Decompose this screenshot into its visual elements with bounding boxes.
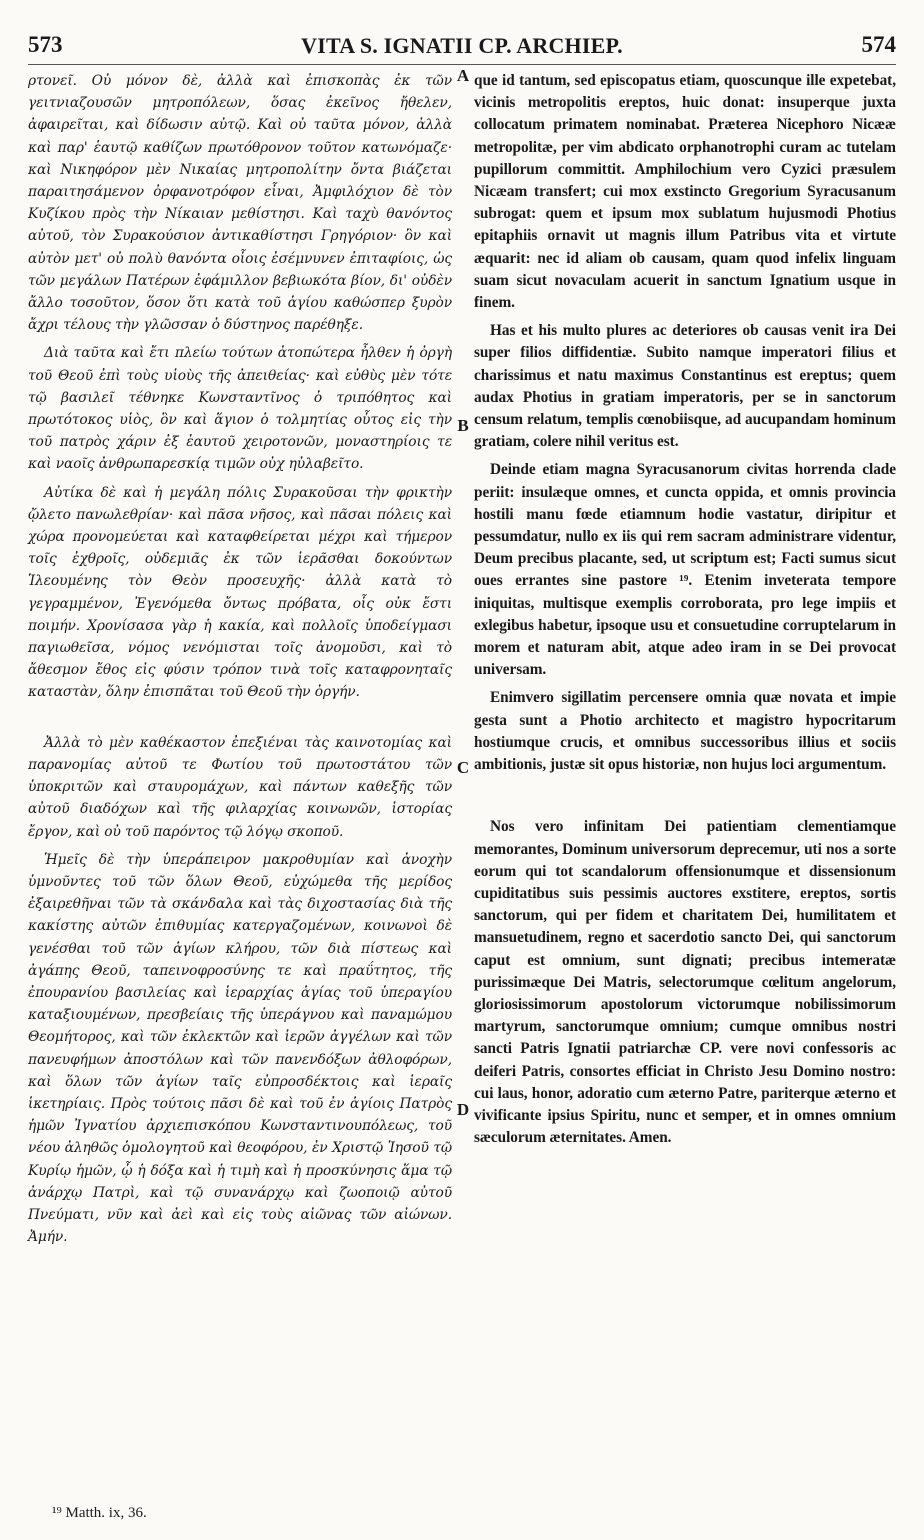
page-number-left: 573 [28, 32, 63, 57]
latin-paragraph: Nos vero infinitam Dei patientiam clementiamque memorantes, Dominum universorum deprecemur, uti nos a sorte eorum qui tot scandalorum offensionumque et dissensionum cupiditatibus suis pessimis auctores exstitere, ereptos, sortis sanctorum, qui per fidem et charitatem Dei, humilitatem et mansuetudinem, regno et sacerdotio sancto Dei, qui sanctorum caput est omnium, sunt dignati; precibus intemeratæ purissimæque Dei Matris, selectorumque cœlitum angelorum, gloriosissimorum apostolorum victorumque nobilissimorum martyrum, sanctorumque omnium; cumque omnibus nostri sancti Patris Ignatii patriarchæ CP. vere novi confessoris ac deiferi Patris, consortes efficiat in Christo Jesu Domino nostro: cui laus, honor, adoratio cum æterno Patre, pariterque æterno et vivificante ipsius Spiritu, nunc et semper, et in omnes omnium sæculorum æternitates. Amen. [474, 818, 896, 1147]
greek-paragraph: Αὐτίκα δὲ καὶ ἡ μεγάλη πόλις Συρακοῦσαι τὴν φρικτὴν ᾤλετο πανωλεθρίαν· καὶ πᾶσα νῆσος, καὶ πᾶσαι πόλεις καὶ χώρα προνομεύεται καὶ καταφθείρεται μέχρι καὶ τήμερον τοῖς ἐχθροῖς, οὐδεμιᾶς ἐκ τῶν ἱερᾶσθαι δοκούντων Ἱλεουμένης τὸν Θεὸν προσευχῆς· ἀλλὰ κατὰ τὸ γεγραμμένον, Ἐγενόμεθα ὄντως πρόβατα, οἷς οὐκ ἔστι ποιμήν. Χρονίσασα γὰρ ἡ κακία, καὶ πολλοῖς ὑποδείγμασι παγιωθεῖσα, νόμος νενόμισται τοῖς ἀνομοῦσι, καὶ τὸ ἄθεσμον ἔθος εἰς φύσιν τρόπον τινὰ τοῖς καταφρονηταῖς καταστὰν, ὅλην ἐπισπᾶται τοῦ Θεοῦ τὴν ὀργήν. [28, 484, 452, 701]
latin-column [474, 70, 896, 1155]
page-number-right: 574 [861, 32, 896, 57]
greek-paragraph: ρτονεῖ. Οὐ μόνον δὲ, ἀλλὰ καὶ ἐπισκοπὰς ἐκ τῶν γειτνιαζουσῶν μητροπόλεων, ὅσας ἐκεῖνος ἤθελεν, ἀφαιρεῖται, καὶ δίδωσιν αὐτῷ. Καὶ οὐ ταῦτα μόνον, ἀλλὰ καὶ παρ' ἑαυτῷ καθίζων πρωτόθρονον τοῦτον κατωνόμαζε· καὶ Νικηφόρον μὲν Νικαίας μητροπολίτην ὄντα βιάζεται παραιτησάμενον ὀρφανοτρόφον εἶναι, Ἀμφιλόχιον δὲ τὸν Κυζίκου πρὸς τὴν Νίκαιαν μεθίστησι. Καὶ ταχὺ θανόντος αὐτοῦ, τὸν Συρακούσιον ἀντικαθίστησι Γρηγόριον· ὃν καὶ αὐτὸν μετ' οὐ πολὺ θανόντα οἷοις ἐσέμνυνεν ἐπιταφίοις, ὡς τῶν μεγάλων Πατέρων ἐφάμιλλον βεβιωκότα βίον, δι' οὐδὲν ἄλλο τοσοῦτον, ὅσον ὅτι κατὰ τοῦ ἁγίου καθώσπερ ξυρὸν ἄχρι τέλους τὴν γλῶσσαν ὁ δύστηνος παρέθηξε. [28, 73, 452, 334]
margin-marker-d: D [456, 1100, 470, 1119]
latin-paragraph: Has et his multo plures ac deteriores ob causas venit ira Dei super filios diffidentiæ. Subito namque imperatori filius et charissimus et natu maximus Constantinus est ereptus; quem audax Photius in gratiam imperatoris, per se in sanctorum censum relatum, templis cœnobiisque, ad aucupandam hominum gratiam, colere nihil veritus est. [474, 322, 896, 451]
latin-paragraph: Deinde etiam magna Syracusanorum civitas horrenda clade periit: insulæque omnes, et cuncta oppida, et omnis provincia hostili manu fœde etiamnum hodie vastatur, diripitur et pessumdatur, nullo ex iis qui rem sacram administrare videntur, Deum precibus placante, sed, ut scriptum est; Facti sumus sicut oues errantes sine pastore ¹⁹. Etenim inveterata tempore iniquitas, multisque exemplis corroborata, pro lege impiis et exlegibus habetur, ipsoque usu et consuetudine corruptelarum in morem et naturam abit, atque adeo iram in se Dei provocat universam. [474, 461, 896, 679]
margin-marker-b: B [457, 416, 469, 435]
greek-paragraph: Ἀλλὰ τὸ μὲν καθέκαστον ἐπεξιέναι τὰς καινοτομίας καὶ παρανομίας αὐτοῦ τε Φωτίου τοῦ πρωτοστάτου τῶν ὑποκριτῶν καὶ σταυρομάχων, καὶ πάντων καθεξῆς τῶν αὐτοῦ διαδόχων καὶ τῆς φιλαρχίας κοινωνῶν, ἱστορίας ἔργον, καὶ οὐ τοῦ παρόντος τῷ λόγῳ σκοποῦ. [28, 734, 452, 840]
latin-paragraph: Enimvero sigillatim percensere omnia quæ novata et impie gesta sunt a Photio architecto et magistro hypocritarum hostiumque crucis, et omnibus successoribus illius et sociis ambitionis, justæ sit opus historiæ, non hujus loci argumentum. [474, 689, 896, 774]
greek-paragraph: Ἡμεῖς δὲ τὴν ὑπεράπειρον μακροθυμίαν καὶ ἀνοχὴν ὑμνοῦντες τοῦ τῶν ὅλων Θεοῦ, εὐχώμεθα τῆς μερίδος ἐξαιρεθῆναι τῶν τὰ σκάνδαλα καὶ τὰς διχοστασίας διὰ τῆς κακίστης αὐτῶν ἐπιθυμίας κατεργαζομένων, κοινωνοὶ δὲ γενέσθαι τοῦ τῶν ἁγίων κλήρου, τῶν διὰ πίστεως καὶ ἀγάπης Θεοῦ, ταπεινοφροσύνης τε καὶ πραΰτητος, τῆς ἐπουρανίου βασιλείας καὶ ἱεραρχίας ἁγίας τοῦ ὑπεραγίου καταξιουμένων, πρεσβείαις τῆς ὑπεράγνου καὶ παναμώμου Θεομήτορος, καὶ τῶν ἐκλεκτῶν καὶ ἱερῶν ἀγγέλων καὶ τῶν πανευφήμων ἀποστόλων καὶ τῶν πανενδόξων ἀθλοφόρων, καὶ ὅλων τῶν ἁγίων ταῖς εὐπροσδέκτοις καὶ ἱεραῖς ἱκετηρίαις. Πρὸς τούτοις πᾶσι δὲ καὶ τοῦ ἐν ἁγίοις Πατρὸς ἡμῶν Ἰγνατίου ἀρχιεπισκόπου Κωνσταντινουπόλεως, τοῦ νέου ἀληθῶς ὁμολογητοῦ καὶ θεοφόρου, ἐν Χριστῷ Ἰησοῦ τῷ Κυρίῳ ἡμῶν, ᾧ ἡ δόξα καὶ ἡ τιμὴ καὶ ἡ προσκύνησις ἅμα τῷ ἀνάρχῳ Πατρὶ, καὶ τῷ συνανάρχῳ καὶ ζωοποιῷ αὐτοῦ Πνεύματι, νῦν καὶ ἀεὶ καὶ εἰς τοὺς αἰῶνας τῶν αἰώνων. Ἀμήν. [28, 851, 452, 1246]
page-header [28, 32, 896, 62]
margin-marker-c: C [456, 758, 470, 777]
header-rule [28, 64, 896, 65]
latin-paragraph: que id tantum, sed episcopatus etiam, quoscunque ille expetebat, vicinis metropolitis ereptos, huic donat: insuperque juxta collocatum primatem nominabat. Præterea Nicephoro Nicææ metropolitæ, per vim abdicato orphanotrophi curam ac tutelam pupillorum committit. Amphilochium vero Cyzici præsulem Nicæam transfert; cui mox exstincto Gregorium Syracusanum subrogat: quem et ipsum mox sublatum hujusmodi Photius epitaphiis ornavit ut magnis illum Patribus vita et virtute æquarit: nec id aliam ob causam, quam quod infelix linguam suam sicut novaculam acuerit in sanctum Ignatium usque in finem. [474, 72, 896, 312]
greek-column [28, 70, 452, 1254]
footnote: ¹⁹ Matth. ix, 36. [52, 1505, 147, 1521]
greek-paragraph: Διὰ ταῦτα καὶ ἔτι πλείω τούτων ἀτοπώτερα ἦλθεν ἡ ὀργὴ τοῦ Θεοῦ ἐπὶ τοὺς υἱοὺς τῆς ἀπειθείας· καὶ εὐθὺς μὲν τότε τῷ βασιλεῖ τέθνηκε Κωνσταντῖνος ὁ τριπόθητος καὶ πρωτότοκος υἱὸς, ὃν καὶ ἅγιον ὁ τολμητίας οὗτος εἰς τὴν τοῦ πατρὸς χάριν ἐξ ἑαυτοῦ χειροτονῶν, μοναστηρίοις τε καὶ ναοῖς ἀνθρωπαρεσκίᾳ τιμῶν οὐχ ηὐλαβεῖτο. [28, 345, 452, 473]
running-title: VITA S. IGNATII CP. ARCHIEP. [301, 33, 623, 58]
margin-marker-a: A [456, 66, 470, 85]
